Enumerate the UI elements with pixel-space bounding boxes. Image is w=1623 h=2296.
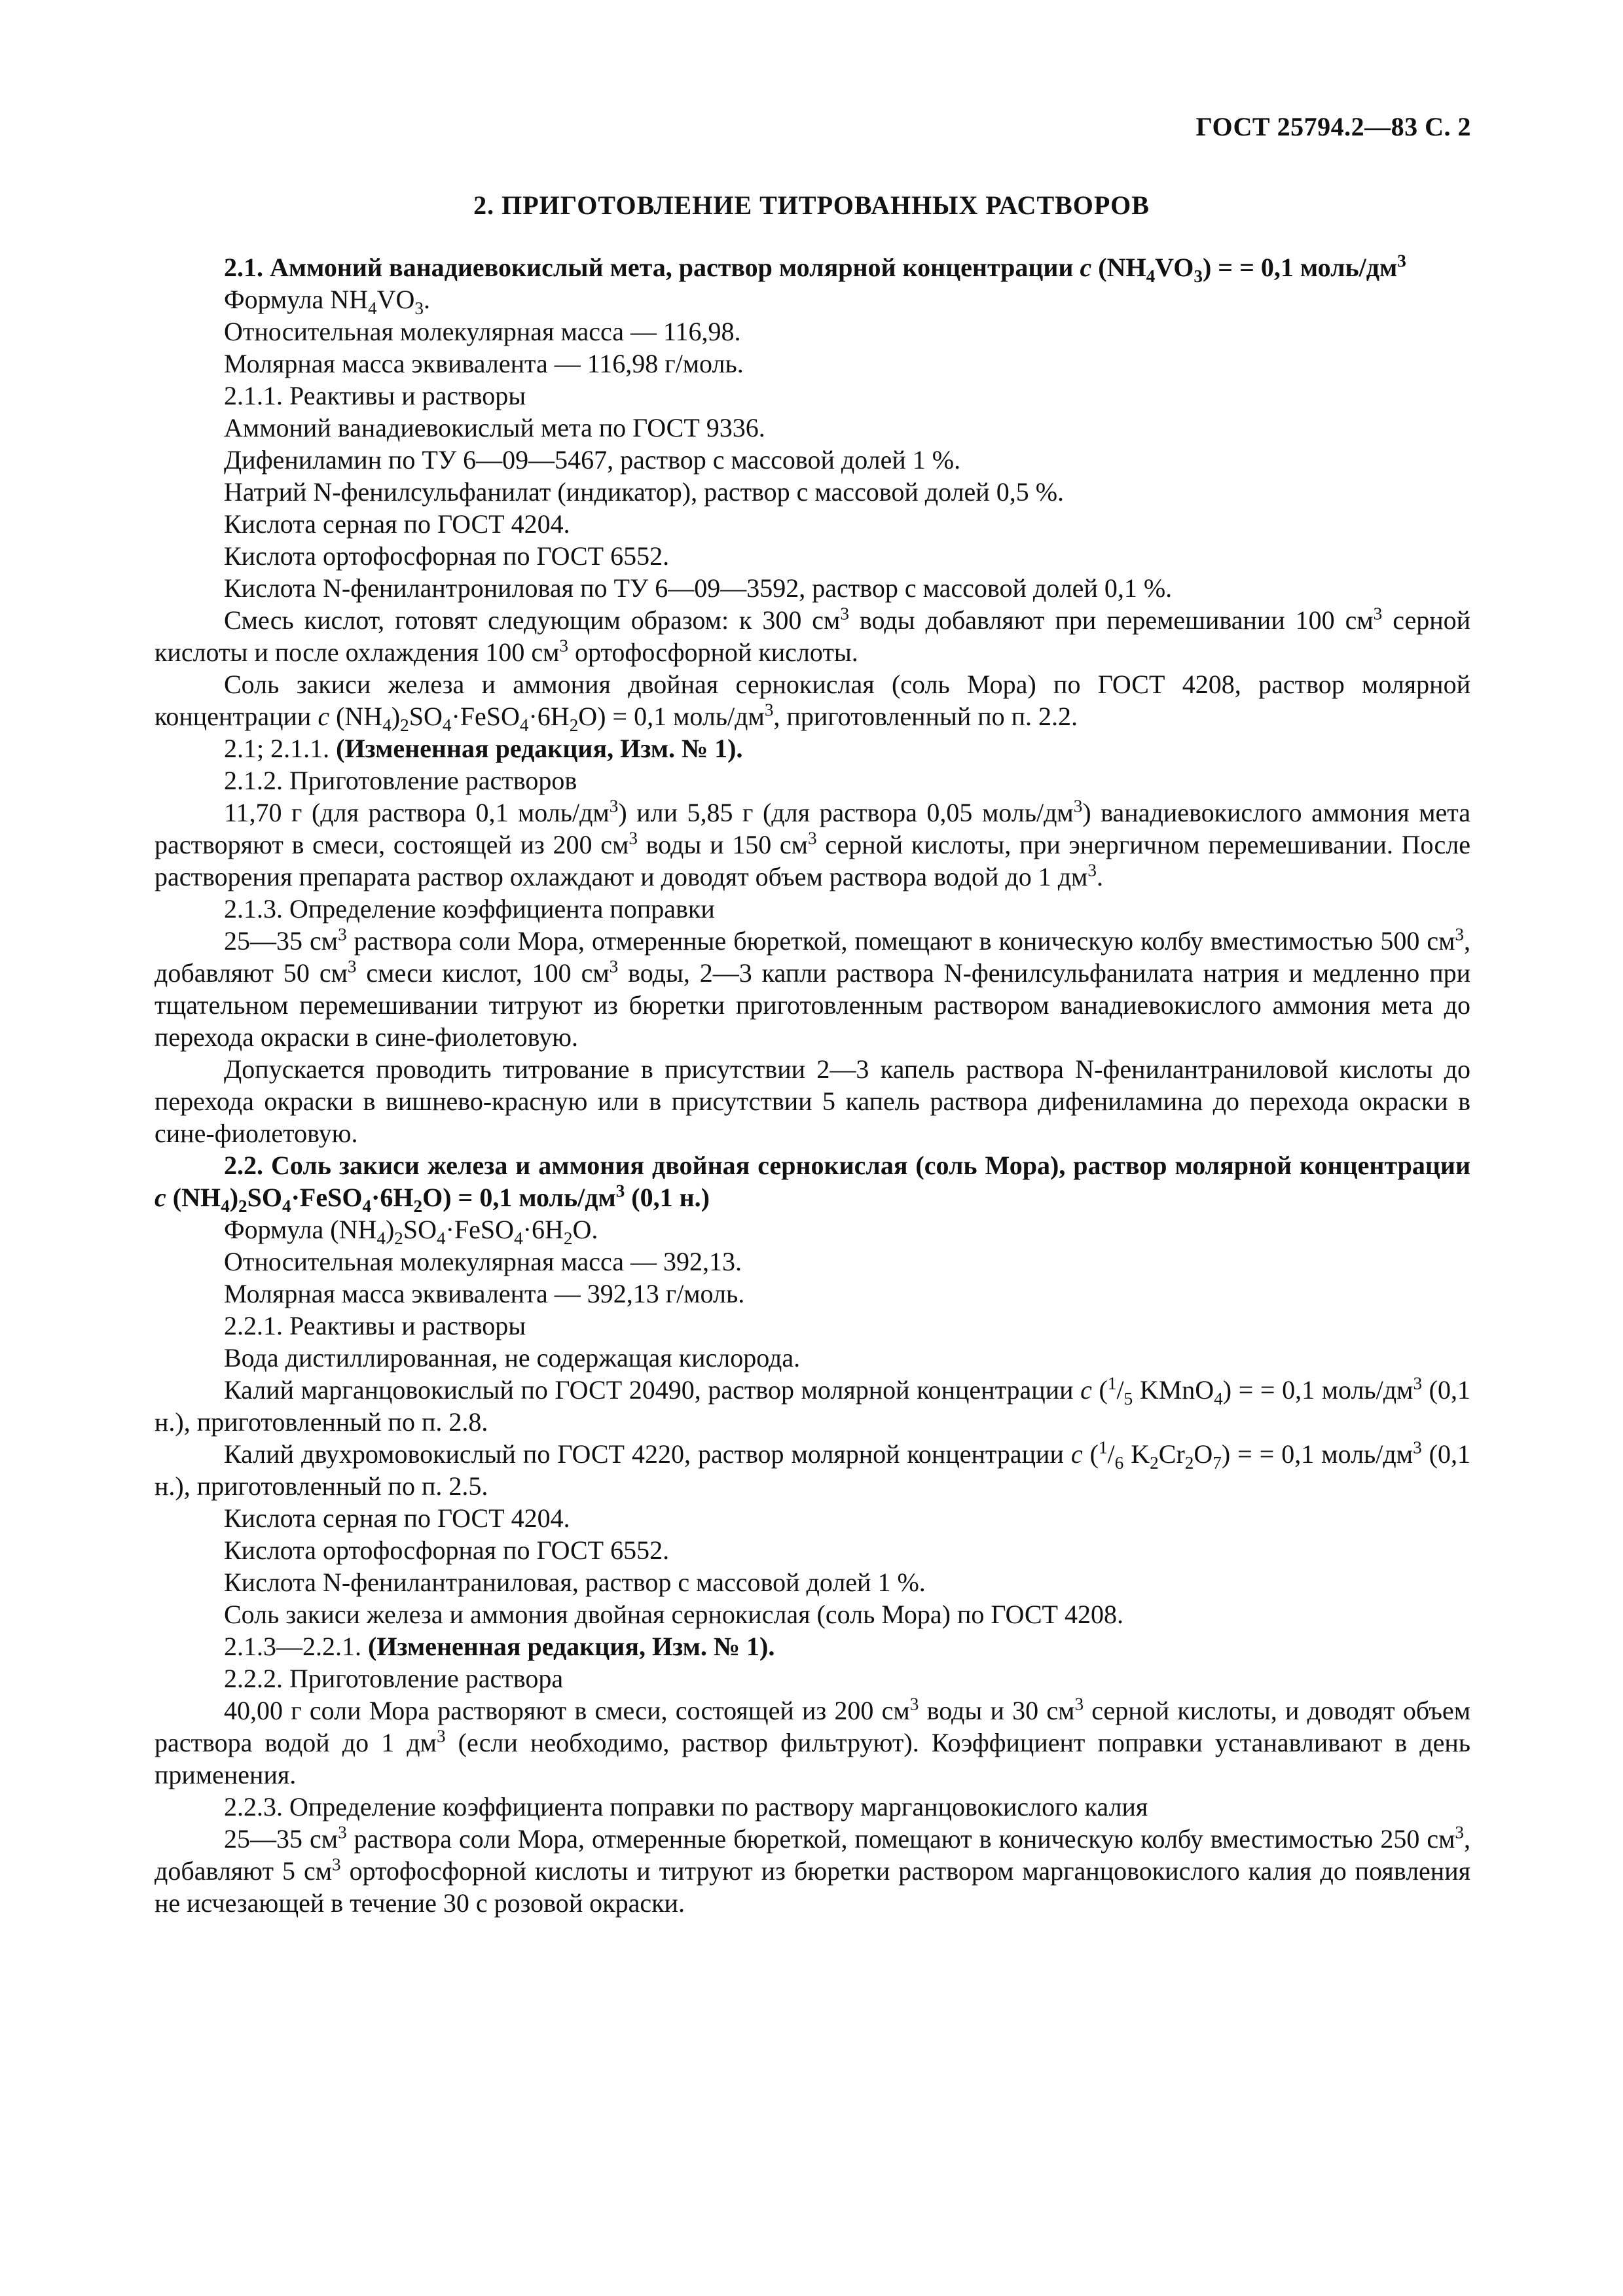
paragraph: Соль закиси железа и аммония двойная сернокислая (соль Мора) по ГОСТ 4208, раствор молярной концентрации c $(NH_4)_2SO_4\cdot FeSO_4\cdot 6H_2O) = 0,1$ моль/$дм^3$, приготовленный по п. 2.2. bbox=[155, 670, 1470, 735]
paragraph: Аммоний ванадиевокислый мета по ГОСТ 9336. bbox=[224, 413, 765, 442]
paragraph: Относительная молекулярная масса — 392,13. bbox=[224, 1247, 742, 1276]
paragraph: 2.2.3. Определение коэффициента поправки по раствору марганцовокислого калия bbox=[224, 1792, 1148, 1821]
paragraph: 2.1.1. Реактивы и растворы bbox=[224, 381, 526, 410]
paragraph: Калий двухромовокислый по ГОСТ 4220, раствор молярной концентрации c ($^1/_6$ $K_2Cr_2O_7$) = = 0,1 моль/$дм^3$ (0,1 н.), приготовленный по п. 2.5. bbox=[155, 1437, 1470, 1501]
paragraph: Кислота N-фенилантрониловая по ТУ 6—09—3592, раствор с массовой долей 0,1 %. bbox=[224, 573, 1173, 603]
paragraph: 2.1.2. Приготовление растворов bbox=[224, 766, 577, 795]
paragraph: Формула $(NH_4)_2SO_4\cdot FeSO_4\cdot 6H_2O$. bbox=[224, 1215, 598, 1248]
paragraph: Кислота N-фенилантраниловая, раствор с массовой долей 1 %. bbox=[224, 1568, 926, 1597]
paragraph: Допускается проводить титрование в присутствии 2—3 капель раствора N-фенилантраниловой кислоты до перехода окраски в вишнево-красную или в присутствии 5 капель раствора дифениламина до перехода окраски в сине-фиолетовую. bbox=[155, 1054, 1470, 1148]
paragraph: 11,70 г (для раствора 0,1 моль/$дм^3$) или 5,85 г (для раствора 0,05 моль/$дм^3$) ванадиевокислого аммония мета растворяют в смеси, состоящей из 200 $см^3$ воды и 150 $см^3$ серной кислоты, при энергичном перемешивании. После растворения препарата раствор охлаждают и доводят объем раствора водой до 1 $дм^3$. bbox=[155, 796, 1471, 891]
paragraph: 2.2.2. Приготовление раствора bbox=[224, 1664, 564, 1693]
paragraph: Смесь кислот, готовят следующим образом: к 300 $см^3$ воды добавляют при перемешивании 100 $см^3$ серной кислоты и после охлаждения 100 $см^3$ ортофосфорной кислоты. bbox=[155, 603, 1471, 667]
paragraph: Молярная масса эквивалента — 392,13 г/моль. bbox=[224, 1279, 745, 1308]
paragraph: Соль закиси железа и аммония двойная сернокислая (соль Мора) по ГОСТ 4208. bbox=[224, 1600, 1123, 1629]
paragraph: Натрий N-фенилсульфанилат (индикатор), раствор с массовой долей 0,5 %. bbox=[224, 477, 1065, 507]
paragraph: Вода дистиллированная, не содержащая кислорода. bbox=[224, 1343, 801, 1372]
paragraph: Кислота ортофосфорная по ГОСТ 6552. bbox=[224, 541, 670, 571]
paragraph: 25—35 $см^3$ раствора соли Мора, отмеренные бюреткой, помещают в коническую колбу вместимостью 250 $см^3$, добавляют 5 $см^3$ ортофосфорной кислоты и титруют из бюретки раствором марганцовокислого калия до появления не исчезающей в течение 30 с розовой окраски. bbox=[155, 1822, 1471, 1918]
paragraph: 25—35 $см^3$ раствора соли Мора, отмеренные бюреткой, помещают в коническую колбу вместимостью 500 $см^3$, добавляют 50 $см^3$ смеси кислот, 100 $см^3$ воды, 2—3 капли раствора N-фенилсульфанилата натрия и медленно при тщательном перемешивании титруют из бюретки приготовленным раствором ванадиевокислого аммония мета до перехода окраски в сине-фиолетовую. bbox=[155, 924, 1471, 1052]
paragraph: Молярная масса эквивалента — 116,98 г/моль. bbox=[224, 349, 744, 378]
section-heading: 2.2. Соль закиси железа и аммония двойная сернокислая (соль Мора), раствор молярной концентрации c $(NH_4)_2SO_4\cdot FeSO_4\cdot 6H_2O) = 0,1$ моль/$дм^3$ (0,1 н.) bbox=[155, 1151, 1470, 1216]
paragraph: Кислота серная по ГОСТ 4204. bbox=[224, 1503, 570, 1533]
paragraph: 2.1; 2.1.1. (Измененная редакция, Изм. № 1). bbox=[224, 734, 743, 763]
section-heading: 2.1. Аммоний ванадиевокислый мета, раствор молярной концентрации c $(NH_4VO_3)$ = = 0,1 моль/$дм^3$ bbox=[224, 251, 1406, 286]
paragraph: 40,00 г соли Мора растворяют в смеси, состоящей из 200 $см^3$ воды и 30 $см^3$ серной кислоты, и доводят объем раствора водой до 1 $дм^3$ (если необходимо, раствор фильтруют). Коэффициент поправки устанавливают в день применения. bbox=[155, 1694, 1471, 1789]
paragraph: Дифениламин по ТУ 6—09—5467, раствор с массовой долей 1 %. bbox=[224, 445, 961, 475]
page-header: ГОСТ 25794.2—83 С. 2 bbox=[1195, 112, 1471, 141]
document-body bbox=[155, 251, 1470, 1919]
paragraph: 2.1.3—2.2.1. (Измененная редакция, Изм. № 1). bbox=[224, 1632, 775, 1661]
paragraph: 2.1.3. Определение коэффициента поправки bbox=[224, 894, 715, 924]
paragraph: Кислота серная по ГОСТ 4204. bbox=[224, 509, 570, 539]
paragraph: Кислота ортофосфорная по ГОСТ 6552. bbox=[224, 1535, 670, 1565]
paragraph: Калий марганцовокислый по ГОСТ 20490, раствор молярной концентрации c ($^1/_5$ KMnO$_4$) = = 0,1 моль/$дм^3$ (0,1 н.), приготовленный по п. 2.8. bbox=[155, 1373, 1470, 1437]
paragraph: Относительная молекулярная масса — 116,98. bbox=[224, 317, 741, 346]
paragraph: 2.2.1. Реактивы и растворы bbox=[224, 1311, 526, 1340]
paragraph: Формула $NH_4VO_3$. bbox=[224, 285, 431, 318]
section-title: 2. ПРИГОТОВЛЕНИЕ ТИТРОВАННЫХ РАСТВОРОВ bbox=[473, 190, 1150, 220]
